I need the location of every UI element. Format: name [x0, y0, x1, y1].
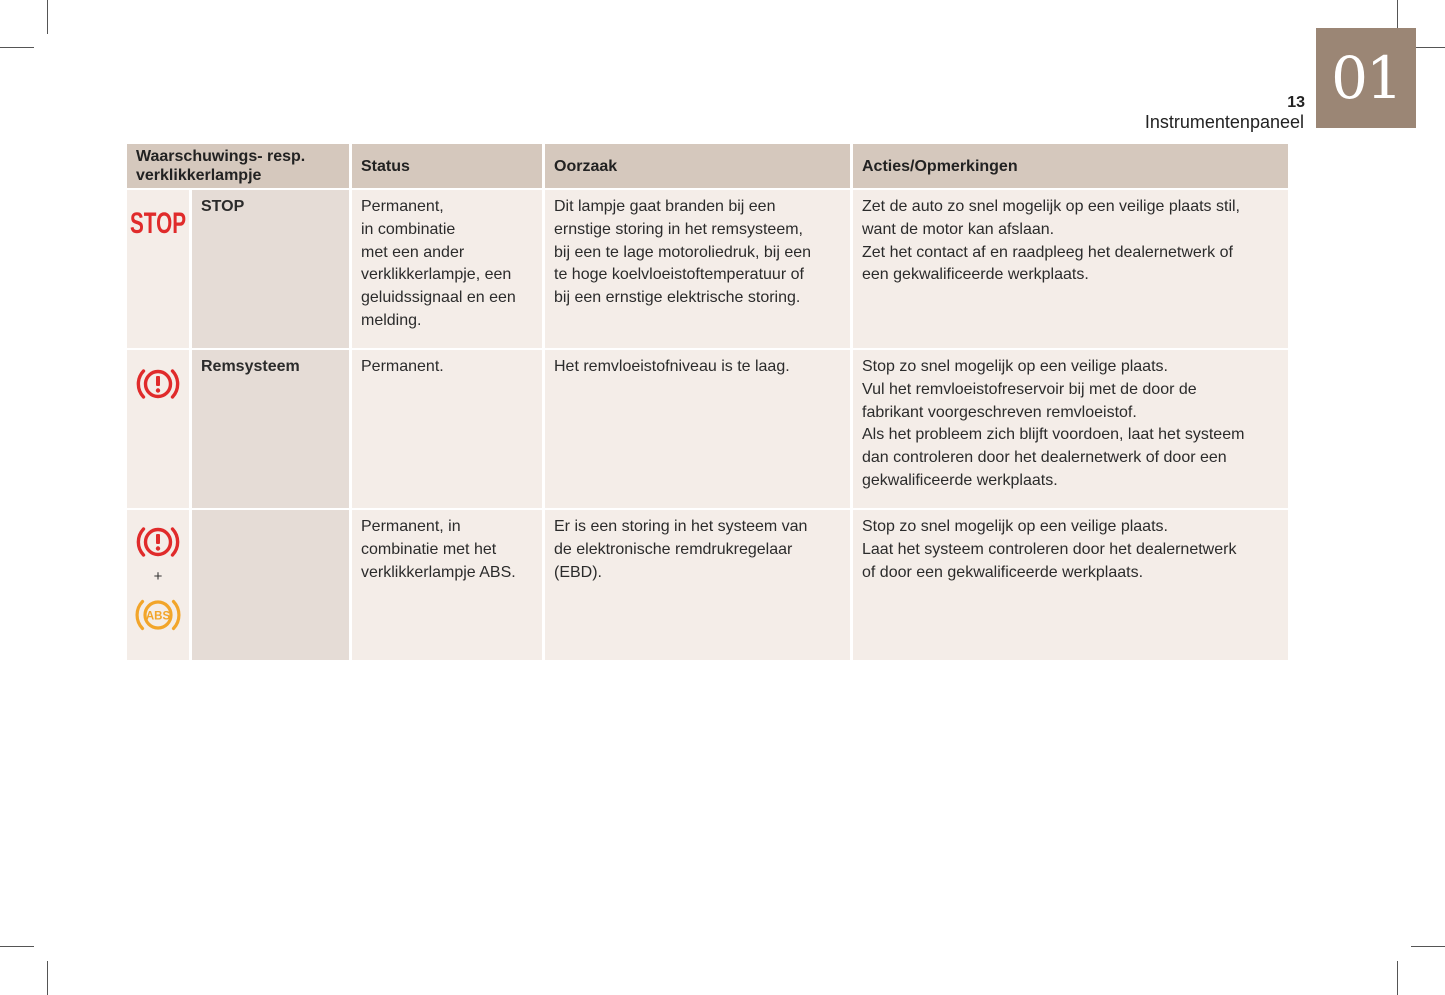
crop-mark [1397, 961, 1398, 995]
stop-icon-label: STOP [130, 207, 186, 240]
status-cell [352, 350, 542, 508]
icon-cell [127, 190, 189, 348]
lamp-name: STOP [192, 190, 349, 348]
actions-cell [853, 510, 1288, 660]
status-cell [352, 510, 542, 660]
abs-icon [133, 595, 183, 635]
cause-text: Er is een storing in het systeem van de elektronische remdrukregelaar (EBD). [554, 518, 808, 581]
status-text: Permanent, in combinatie met een ander verklikkerlampje, een geluidssignaal en een melding. [361, 198, 516, 329]
actions-cell [853, 350, 1288, 508]
page-number: 13 [1287, 94, 1305, 111]
header-status: Status [352, 144, 542, 188]
header-actions: Acties/Opmerkingen [853, 144, 1288, 188]
cause-cell [545, 190, 850, 348]
section-title: Instrumentenpaneel [1144, 112, 1304, 132]
status-text: Permanent, in combinatie met het verklikkerlampje ABS. [361, 518, 516, 581]
cause-text: Dit lampje gaat branden bij een ernstige storing in het remsysteem, bij een te lage motoroliedruk, bij een te hoge koelvloeistoftemperatuur of bij een ernstige elektrische storing. [554, 198, 812, 307]
crop-mark [0, 946, 34, 947]
lamp-name: Remsysteem [192, 350, 349, 508]
icon-cell [127, 350, 189, 508]
icon-cell [127, 510, 189, 660]
brake-warning-icon [135, 364, 181, 404]
header-cause: Oorzaak [545, 144, 850, 188]
crop-mark [1411, 946, 1445, 947]
chapter-tab: 01 [1316, 28, 1416, 128]
crop-mark [0, 47, 34, 48]
warning-lamps-table [124, 142, 1291, 662]
cause-cell [545, 510, 850, 660]
actions-cell [853, 190, 1288, 348]
abs-icon-label: ABS [145, 610, 171, 623]
cause-text: Het remvloeistofniveau is te laag. [554, 358, 790, 375]
table-row [127, 190, 1288, 348]
actions-text: Stop zo snel mogelijk op een veilige plaats. Laat het systeem controleren door het dealernetwerk of door een gekwalificeerde werkplaats. [862, 518, 1237, 581]
plus-sign: + [153, 568, 163, 585]
table-header-row [127, 144, 1288, 188]
table-row [127, 350, 1288, 508]
actions-text: Stop zo snel mogelijk op een veilige plaats. Vul het remvloeistofreservoir bij met de door de fabrikant voorgeschreven remvloeistof. Als het probleem zich blijft voordoen, laat het systeem dan controleren door het dealernetwerk of door een gekwalificeerde werkplaats. [862, 358, 1245, 489]
stop-icon [129, 204, 187, 238]
status-cell [352, 190, 542, 348]
header-lamp: Waarschuwings- resp. verklikkerlampje [127, 144, 349, 188]
crop-mark [47, 961, 48, 995]
actions-text: Zet de auto zo snel mogelijk op een veilige plaats stil, want de motor kan afslaan. Zet het contact af en raadpleeg het dealernetwerk of een gekwalificeerde werkplaats. [862, 198, 1240, 284]
crop-mark [1411, 47, 1445, 48]
cause-cell [545, 350, 850, 508]
brake-warning-icon [135, 522, 181, 562]
table-row [127, 510, 1288, 660]
status-text: Permanent. [361, 358, 444, 375]
lamp-name [192, 510, 349, 660]
crop-mark [47, 0, 48, 34]
